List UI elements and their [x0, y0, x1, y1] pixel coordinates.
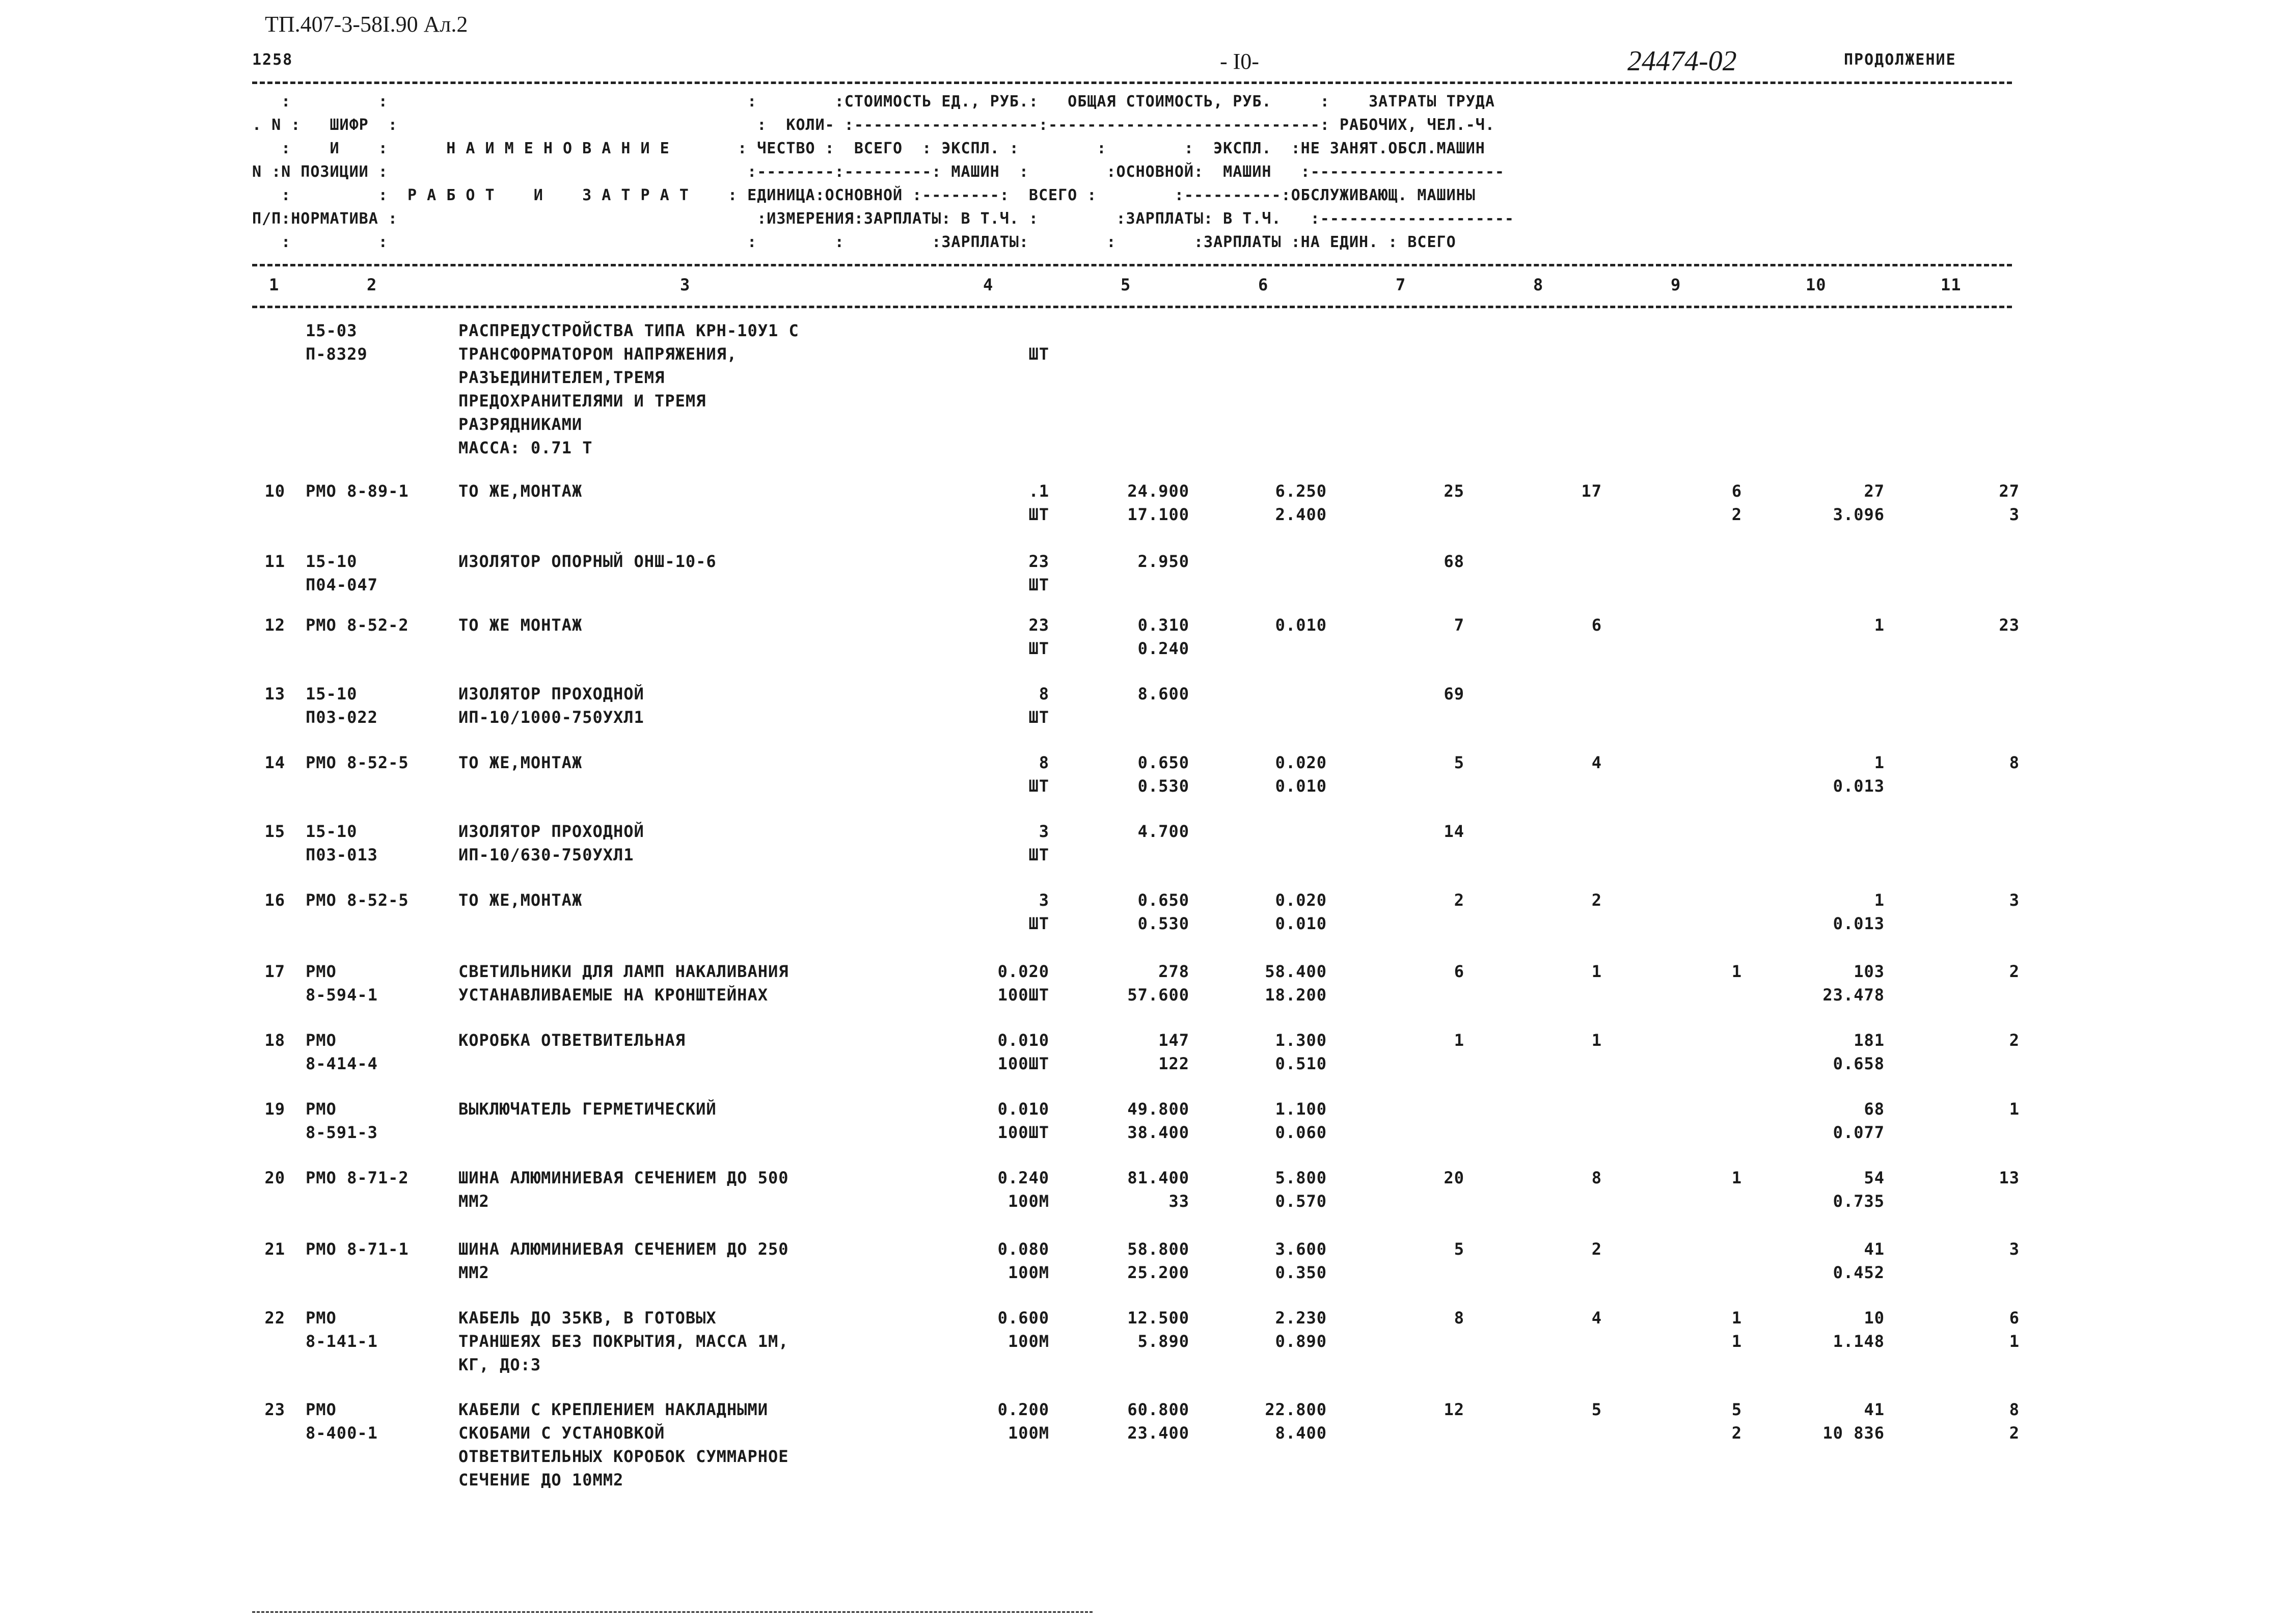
row-total-wage: 5	[1591, 1400, 1602, 1419]
row-labor-total: 6	[2009, 1308, 2020, 1328]
row-labor-total: 8	[2009, 753, 2020, 772]
row-name: РАЗЪЕДИНИТЕЛЕМ,ТРЕМЯ	[458, 368, 665, 387]
row-name: ТРАНСФОРМАТОРОМ НАПРЯЖЕНИЯ,	[458, 344, 738, 364]
row-unit-cost: 0.530	[1137, 776, 1189, 796]
row-labor-per-unit: 103	[1854, 962, 1885, 981]
row-unit-cost: 38.400	[1127, 1123, 1189, 1142]
row-quantity: ШТ	[1028, 845, 1049, 864]
row-unit-machine-cost: 8.400	[1275, 1423, 1327, 1443]
row-total-wage: 6	[1591, 615, 1602, 635]
row-quantity: 100М	[1008, 1263, 1049, 1282]
row-unit-machine-cost: 0.010	[1275, 914, 1327, 933]
row-unit-cost: 25.200	[1127, 1263, 1189, 1282]
row-quantity: 0.010	[997, 1031, 1049, 1050]
row-quantity: 23	[1028, 552, 1049, 571]
row-number: 10	[264, 481, 285, 501]
column-header-line: : : : :СТОИМОСТЬ ЕД., РУБ.: ОБЩАЯ СТОИМОСТЬ, РУБ. : ЗАТРАТЫ ТРУДА	[252, 93, 1495, 111]
row-name: ММ2	[458, 1263, 489, 1282]
row-quantity: 0.080	[997, 1239, 1049, 1259]
row-code: 8-594-1	[306, 985, 378, 1005]
row-labor-per-unit: 0.013	[1833, 914, 1885, 933]
row-labor-total: 2	[2009, 1031, 2020, 1050]
row-quantity: 0.240	[997, 1168, 1049, 1187]
row-unit-cost: 0.240	[1137, 639, 1189, 658]
row-number: 12	[264, 615, 285, 635]
column-number: 3	[680, 275, 691, 294]
row-labor-per-unit: 0.658	[1833, 1054, 1885, 1073]
row-name: ПРЕДОХРАНИТЕЛЯМИ И ТРЕМЯ	[458, 391, 706, 411]
column-number: 10	[1806, 275, 1827, 294]
row-total-machine-cost: 1	[1731, 962, 1742, 981]
doc-code: ТП.407-3-58I.90 Ал.2	[265, 12, 468, 37]
row-total-machine-cost: 1	[1731, 1332, 1742, 1351]
row-code: РМО 8-89-1	[306, 481, 409, 501]
row-total-cost: 7	[1454, 615, 1464, 635]
row-name: ШИНА АЛЮМИНИЕВАЯ СЕЧЕНИЕМ ДО 500	[458, 1168, 789, 1187]
row-labor-total: 2	[2009, 1423, 2020, 1443]
row-quantity: ШТ	[1028, 575, 1049, 594]
row-labor-per-unit: 1.148	[1833, 1332, 1885, 1351]
row-total-wage: 8	[1591, 1168, 1602, 1187]
row-unit-machine-cost: 18.200	[1265, 985, 1327, 1005]
row-total-cost: 14	[1444, 822, 1464, 841]
row-unit-cost: 0.650	[1137, 890, 1189, 910]
row-unit-cost: 57.600	[1127, 985, 1189, 1005]
row-name: ТО ЖЕ,МОНТАЖ	[458, 890, 583, 910]
row-labor-per-unit: 41	[1864, 1400, 1885, 1419]
row-name: ИЗОЛЯТОР ПРОХОДНОЙ	[458, 822, 644, 841]
row-code: 15-10	[306, 684, 358, 703]
row-number: 18	[264, 1031, 285, 1050]
row-unit-cost: 0.530	[1137, 914, 1189, 933]
row-code: П04-047	[306, 575, 378, 594]
row-labor-total: 8	[2009, 1400, 2020, 1419]
column-header-line: П/П:НОРМАТИВА : :ИЗМЕРЕНИЯ:ЗАРПЛАТЫ: В Т.Ч. : :ЗАРПЛАТЫ: В Т.Ч. :--------------------	[252, 210, 1514, 228]
row-unit-cost: 0.310	[1137, 615, 1189, 635]
row-code: РМО	[306, 962, 337, 981]
row-code: РМО 8-52-5	[306, 890, 409, 910]
row-code: РМО 8-52-5	[306, 753, 409, 772]
row-labor-per-unit: 1	[1874, 753, 1885, 772]
row-labor-total: 3	[2009, 505, 2020, 524]
row-unit-machine-cost: 0.890	[1275, 1332, 1327, 1351]
row-code: РМО	[306, 1099, 337, 1119]
row-unit-machine-cost: 5.800	[1275, 1168, 1327, 1187]
row-unit-machine-cost: 6.250	[1275, 481, 1327, 501]
row-name: ММ2	[458, 1192, 489, 1211]
row-name: ШИНА АЛЮМИНИЕВАЯ СЕЧЕНИЕМ ДО 250	[458, 1239, 789, 1259]
row-unit-machine-cost: 3.600	[1275, 1239, 1327, 1259]
column-header-line: N :N ПОЗИЦИИ : :--------:---------: МАШИН : :ОСНОВНОЙ: МАШИН :--------------------	[252, 163, 1505, 181]
row-number: 13	[264, 684, 285, 703]
column-number: 1	[269, 275, 280, 294]
row-code: РМО 8-52-2	[306, 615, 409, 635]
row-quantity: 100ШТ	[997, 985, 1049, 1005]
row-number: 15	[264, 822, 285, 841]
row-labor-per-unit: 54	[1864, 1168, 1885, 1187]
row-quantity: ШТ	[1028, 344, 1049, 364]
row-labor-per-unit: 41	[1864, 1239, 1885, 1259]
row-labor-total: 3	[2009, 1239, 2020, 1259]
row-unit-cost: 278	[1158, 962, 1189, 981]
row-quantity: ШТ	[1028, 639, 1049, 658]
footer-rule	[252, 1611, 1093, 1613]
row-labor-total: 2	[2009, 962, 2020, 981]
row-unit-machine-cost: 2.400	[1275, 505, 1327, 524]
column-number: 6	[1258, 275, 1269, 294]
row-code: РМО 8-71-1	[306, 1239, 409, 1259]
column-header-line: : : : : :ЗАРПЛАТЫ: : :ЗАРПЛАТЫ :НА ЕДИН. : ВСЕГО	[252, 233, 1456, 251]
row-number: 22	[264, 1308, 285, 1328]
row-quantity: 3	[1039, 822, 1049, 841]
row-unit-cost: 24.900	[1127, 481, 1189, 501]
row-number: 16	[264, 890, 285, 910]
row-number: 11	[264, 552, 285, 571]
row-number: 21	[264, 1239, 285, 1259]
row-quantity: 0.020	[997, 962, 1049, 981]
row-name: ТО ЖЕ,МОНТАЖ	[458, 481, 583, 501]
row-unit-cost: 2.950	[1137, 552, 1189, 571]
row-labor-per-unit: 10 836	[1822, 1423, 1885, 1443]
row-name: УСТАНАВЛИВАЕМЫЕ НА КРОНШТЕЙНАХ	[458, 985, 768, 1005]
row-quantity: ШТ	[1028, 708, 1049, 727]
row-name: ИЗОЛЯТОР ПРОХОДНОЙ	[458, 684, 644, 703]
row-total-machine-cost: 2	[1731, 505, 1742, 524]
row-number: 14	[264, 753, 285, 772]
row-labor-total: 3	[2009, 890, 2020, 910]
row-total-wage: 4	[1591, 753, 1602, 772]
row-code: РМО 8-71-2	[306, 1168, 409, 1187]
row-unit-cost: 4.700	[1137, 822, 1189, 841]
row-code: РМО	[306, 1308, 337, 1328]
row-quantity: ШТ	[1028, 776, 1049, 796]
row-name: КОРОБКА ОТВЕТВИТЕЛЬНАЯ	[458, 1031, 686, 1050]
row-quantity: 100М	[1008, 1423, 1049, 1443]
row-unit-machine-cost: 0.020	[1275, 890, 1327, 910]
row-labor-per-unit: 23.478	[1822, 985, 1885, 1005]
row-total-cost: 5	[1454, 1239, 1464, 1259]
row-number: 23	[264, 1400, 285, 1419]
row-labor-per-unit: 0.077	[1833, 1123, 1885, 1142]
row-labor-per-unit: 27	[1864, 481, 1885, 501]
row-quantity: 0.600	[997, 1308, 1049, 1328]
page-number: - I0-	[1220, 49, 1259, 74]
row-total-wage: 2	[1591, 890, 1602, 910]
row-total-cost: 12	[1444, 1400, 1464, 1419]
column-number: 9	[1671, 275, 1681, 294]
row-quantity: .1	[1028, 481, 1049, 501]
row-name: СКОБАМИ С УСТАНОВКОЙ	[458, 1423, 665, 1443]
row-unit-cost: 5.890	[1137, 1332, 1189, 1351]
column-header-line: : : Р А Б О Т И З А Т Р А Т : ЕДИНИЦА:ОСНОВНОЙ :--------: ВСЕГО : :----------:ОБСЛУЖИВАЮЩ. МАШИНЫ	[252, 186, 1476, 204]
row-quantity: 100М	[1008, 1192, 1049, 1211]
row-unit-cost: 58.800	[1127, 1239, 1189, 1259]
row-total-cost: 2	[1454, 890, 1464, 910]
row-total-wage: 2	[1591, 1239, 1602, 1259]
row-quantity: 8	[1039, 753, 1049, 772]
row-name: КАБЕЛЬ ДО 35КВ, В ГОТОВЫХ	[458, 1308, 717, 1328]
row-quantity: 3	[1039, 890, 1049, 910]
row-labor-total: 1	[2009, 1099, 2020, 1119]
row-unit-machine-cost: 1.300	[1275, 1031, 1327, 1050]
page-code: 1258	[252, 51, 293, 69]
row-unit-cost: 49.800	[1127, 1099, 1189, 1119]
row-quantity: 100ШТ	[997, 1054, 1049, 1073]
row-name: ОТВЕТВИТЕЛЬНЫХ КОРОБОК СУММАРНОЕ	[458, 1447, 789, 1466]
row-labor-total: 23	[1999, 615, 2020, 635]
row-total-cost: 1	[1454, 1031, 1464, 1050]
row-code: 15-10	[306, 552, 358, 571]
row-unit-cost: 12.500	[1127, 1308, 1189, 1328]
row-labor-total: 1	[2009, 1332, 2020, 1351]
column-header-line: . N : ШИФР : : КОЛИ- :-------------------:----------------------------: РАБОЧИХ, ЧЕЛ.-Ч.	[252, 116, 1495, 134]
row-unit-machine-cost: 58.400	[1265, 962, 1327, 981]
row-quantity: 8	[1039, 684, 1049, 703]
row-name: ИП-10/630-750УХЛ1	[458, 845, 634, 864]
row-labor-per-unit: 0.452	[1833, 1263, 1885, 1282]
row-labor-total: 27	[1999, 481, 2020, 501]
row-name: ВЫКЛЮЧАТЕЛЬ ГЕРМЕТИЧЕСКИЙ	[458, 1099, 717, 1119]
row-name: ТО ЖЕ МОНТАЖ	[458, 615, 583, 635]
row-total-wage: 1	[1591, 962, 1602, 981]
row-code: 8-141-1	[306, 1332, 378, 1351]
row-unit-cost: 0.650	[1137, 753, 1189, 772]
row-unit-machine-cost: 0.010	[1275, 776, 1327, 796]
row-unit-machine-cost: 0.570	[1275, 1192, 1327, 1211]
row-code: П-8329	[306, 344, 368, 364]
row-name: РАЗРЯДНИКАМИ	[458, 415, 583, 434]
row-total-cost: 8	[1454, 1308, 1464, 1328]
row-code: 8-414-4	[306, 1054, 378, 1073]
column-number: 2	[367, 275, 377, 294]
row-unit-cost: 122	[1158, 1054, 1189, 1073]
row-quantity: 100ШТ	[997, 1123, 1049, 1142]
row-labor-per-unit: 3.096	[1833, 505, 1885, 524]
row-quantity: 100М	[1008, 1332, 1049, 1351]
row-code: РМО	[306, 1400, 337, 1419]
row-unit-machine-cost: 0.510	[1275, 1054, 1327, 1073]
row-labor-per-unit: 1	[1874, 890, 1885, 910]
row-unit-machine-cost: 0.060	[1275, 1123, 1327, 1142]
row-name: СЕЧЕНИЕ ДО 10ММ2	[458, 1470, 624, 1490]
row-quantity: 0.010	[997, 1099, 1049, 1119]
row-unit-cost: 147	[1158, 1031, 1189, 1050]
row-total-wage: 17	[1581, 481, 1602, 501]
row-total-wage: 4	[1591, 1308, 1602, 1328]
row-name: ИП-10/1000-750УХЛ1	[458, 708, 644, 727]
row-unit-machine-cost: 22.800	[1265, 1400, 1327, 1419]
row-total-cost: 25	[1444, 481, 1464, 501]
row-name: РАСПРЕДУСТРОЙСТВА ТИПА КРН-10У1 С	[458, 321, 799, 340]
row-name: КГ, ДО:3	[458, 1355, 541, 1374]
row-total-cost: 20	[1444, 1168, 1464, 1187]
row-total-machine-cost: 1	[1731, 1308, 1742, 1328]
row-labor-per-unit: 181	[1854, 1031, 1885, 1050]
row-labor-per-unit: 0.013	[1833, 776, 1885, 796]
row-unit-cost: 23.400	[1127, 1423, 1189, 1443]
column-header-line: : И : Н А И М Е Н О В А Н И Е : ЧЕСТВО : ВСЕГО : ЭКСПЛ. : : : ЭКСПЛ. :НЕ ЗАНЯТ.ОБСЛ.МАШИН	[252, 140, 1485, 157]
row-unit-cost: 81.400	[1127, 1168, 1189, 1187]
row-labor-per-unit: 68	[1864, 1099, 1885, 1119]
row-labor-per-unit: 10	[1864, 1308, 1885, 1328]
row-name: СВЕТИЛЬНИКИ ДЛЯ ЛАМП НАКАЛИВАНИЯ	[458, 962, 789, 981]
row-unit-machine-cost: 0.350	[1275, 1263, 1327, 1282]
row-total-cost: 6	[1454, 962, 1464, 981]
row-code: П03-022	[306, 708, 378, 727]
row-number: 20	[264, 1168, 285, 1187]
column-number: 4	[983, 275, 994, 294]
row-total-cost: 69	[1444, 684, 1464, 703]
row-total-wage: 1	[1591, 1031, 1602, 1050]
row-total-machine-cost: 6	[1731, 481, 1742, 501]
row-quantity: ШТ	[1028, 505, 1049, 524]
row-name: ТРАНШЕЯХ БЕЗ ПОКРЫТИЯ, МАССА 1М,	[458, 1332, 789, 1351]
row-unit-cost: 17.100	[1127, 505, 1189, 524]
row-code: П03-013	[306, 845, 378, 864]
row-total-cost: 68	[1444, 552, 1464, 571]
column-number: 8	[1533, 275, 1544, 294]
drawing-number: 24474-02	[1627, 45, 1737, 77]
row-code: 15-10	[306, 822, 358, 841]
row-name: ИЗОЛЯТОР ОПОРНЫЙ ОНШ-10-6	[458, 552, 717, 571]
row-quantity: 0.200	[997, 1400, 1049, 1419]
row-number: 17	[264, 962, 285, 981]
row-unit-cost: 60.800	[1127, 1400, 1189, 1419]
row-labor-total: 13	[1999, 1168, 2020, 1187]
row-quantity: 23	[1028, 615, 1049, 635]
continuation-label: ПРОДОЛЖЕНИЕ	[1844, 51, 1956, 69]
column-number: 7	[1396, 275, 1406, 294]
row-unit-cost: 8.600	[1137, 684, 1189, 703]
row-labor-per-unit: 1	[1874, 615, 1885, 635]
row-unit-machine-cost: 2.230	[1275, 1308, 1327, 1328]
row-name: КАБЕЛИ С КРЕПЛЕНИЕМ НАКЛАДНЫМИ	[458, 1400, 768, 1419]
row-labor-per-unit: 0.735	[1833, 1192, 1885, 1211]
row-unit-cost: 33	[1168, 1192, 1189, 1211]
row-unit-machine-cost: 1.100	[1275, 1099, 1327, 1119]
row-code: 15-03	[306, 321, 358, 340]
row-unit-machine-cost: 0.010	[1275, 615, 1327, 635]
row-quantity: ШТ	[1028, 914, 1049, 933]
row-total-machine-cost: 1	[1731, 1168, 1742, 1187]
column-number: 5	[1121, 275, 1131, 294]
column-number: 11	[1941, 275, 1962, 294]
row-unit-machine-cost: 0.020	[1275, 753, 1327, 772]
row-code: РМО	[306, 1031, 337, 1050]
row-name: МАССА: 0.71 Т	[458, 438, 593, 457]
row-code: 8-591-3	[306, 1123, 378, 1142]
row-code: 8-400-1	[306, 1423, 378, 1443]
row-total-machine-cost: 2	[1731, 1423, 1742, 1443]
row-total-cost: 5	[1454, 753, 1464, 772]
row-name: ТО ЖЕ,МОНТАЖ	[458, 753, 583, 772]
row-number: 19	[264, 1099, 285, 1119]
row-total-machine-cost: 5	[1731, 1400, 1742, 1419]
